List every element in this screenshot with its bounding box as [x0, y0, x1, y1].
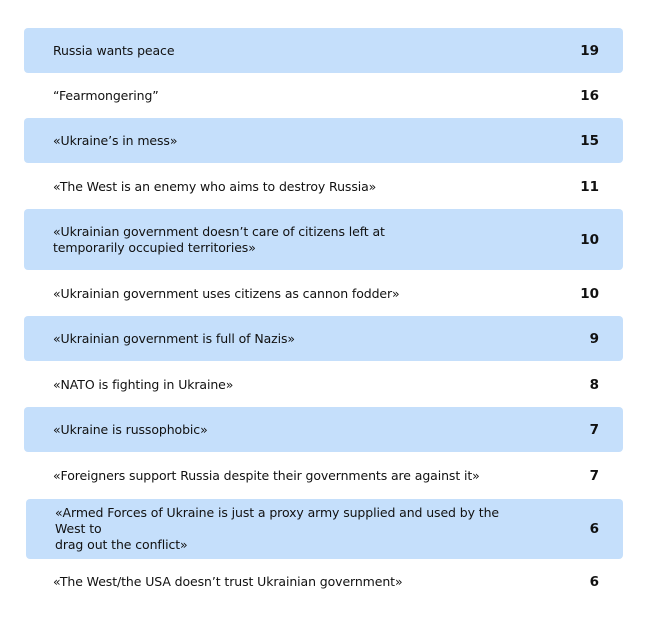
- narrative-count: 7: [589, 467, 599, 484]
- narrative-count: 9: [589, 330, 599, 347]
- narrative-count: 10: [580, 285, 599, 302]
- narrative-label: «Armed Forces of Ukraine is just a proxy army supplied and used by the West to drag out the conflict»: [55, 505, 499, 552]
- list-row: [24, 362, 623, 407]
- narrative-label: «The West is an enemy who aims to destroy Russia»: [53, 178, 377, 194]
- narrative-label: «Ukraine’s in mess»: [53, 132, 178, 148]
- list-row: [24, 559, 623, 605]
- list-row: [24, 74, 623, 118]
- narrative-count: 6: [589, 521, 599, 537]
- list-row: [24, 28, 623, 73]
- narrative-label: «Ukraine is russophobic»: [53, 421, 208, 437]
- narrative-count: 8: [589, 376, 599, 393]
- list-row: [24, 271, 623, 316]
- list-row: [24, 209, 623, 270]
- narrative-label: «NATO is fighting in Ukraine»: [53, 376, 234, 392]
- narrative-count: 10: [580, 231, 599, 248]
- narrative-count: 11: [580, 178, 599, 195]
- list-row: [24, 118, 623, 163]
- narrative-count: 7: [589, 421, 599, 438]
- list-row: [24, 453, 623, 498]
- narrative-label: «Foreigners support Russia despite their governments are against it»: [53, 467, 480, 483]
- list-row: [24, 407, 623, 452]
- list-row: [24, 316, 623, 361]
- list-row: [26, 499, 623, 559]
- narrative-count: 16: [580, 88, 599, 104]
- list-row: [24, 164, 623, 209]
- narrative-label: Russia wants peace: [53, 42, 175, 58]
- narrative-label: «Ukrainian government is full of Nazis»: [53, 330, 295, 346]
- narrative-count: 15: [580, 132, 599, 149]
- narrative-count: 19: [580, 42, 599, 59]
- narrative-label: «The West/the USA doesn’t trust Ukrainian government»: [53, 574, 403, 589]
- narrative-label: «Ukrainian government uses citizens as cannon fodder»: [53, 285, 400, 301]
- narrative-label: “Fearmongering”: [53, 88, 159, 103]
- narrative-label: «Ukrainian government doesn’t care of citizens left at temporarily occupied territories»: [53, 223, 385, 255]
- narrative-count: 6: [589, 574, 599, 590]
